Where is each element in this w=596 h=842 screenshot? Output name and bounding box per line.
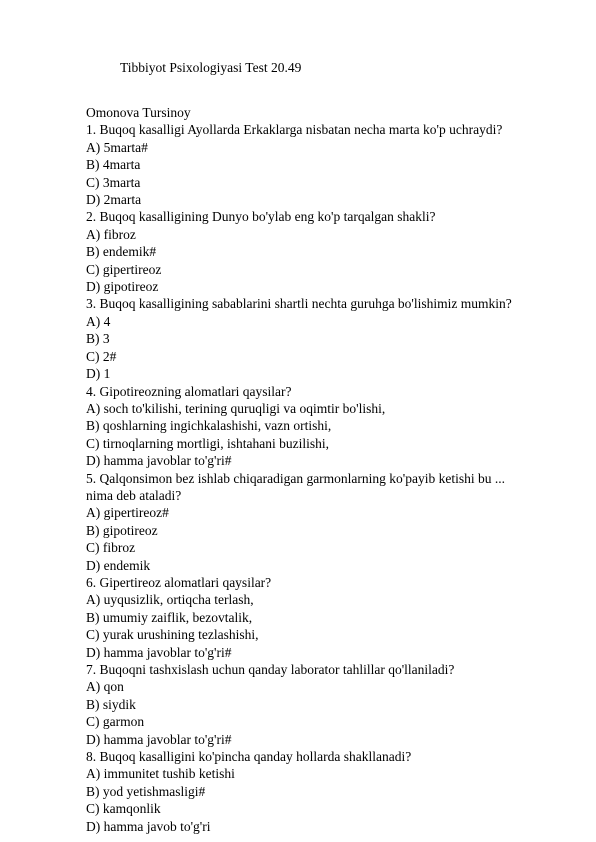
- question-5-option-c: C) fibroz: [86, 540, 136, 556]
- question-2-option-d: D) gipotireoz: [86, 279, 159, 295]
- question-4-option-d: D) hamma javoblar to'g'ri#: [86, 453, 232, 469]
- question-8-option-a: A) immunitet tushib ketishi: [86, 766, 235, 782]
- question-5-option-a: A) gipertireoz#: [86, 505, 169, 521]
- question-7-option-b: B) siydik: [86, 696, 136, 712]
- question-3-option-c: C) 2#: [86, 348, 117, 364]
- question-8-option-c: C) kamqonlik: [86, 801, 161, 817]
- question-6-option-a: A) uyqusizlik, ortiqcha terlash,: [86, 592, 254, 608]
- question-5-line-2: nima deb ataladi?: [86, 487, 182, 503]
- question-4-option-c: C) tirnoqlarning mortligi, ishtahani buzilishi,: [86, 435, 329, 451]
- question-2-option-c: C) gipertireoz: [86, 261, 162, 277]
- question-4-option-b: B) qoshlarning ingichkalashishi, vazn ortishi,: [86, 418, 332, 434]
- question-7-option-a: A) qon: [86, 679, 124, 695]
- question-3-option-b: B) 3: [86, 331, 110, 347]
- question-1-option-b: B) 4marta: [86, 157, 141, 173]
- question-3: 3. Buqoq kasalligining sabablarini shartli nechta guruhga bo'lishimiz mumkin?: [86, 296, 512, 312]
- question-1-option-c: C) 3marta: [86, 174, 141, 190]
- author-name: Omonova Tursinoy: [86, 105, 191, 120]
- question-4: 4. Gipotireozning alomatlari qaysilar?: [86, 383, 292, 399]
- question-7: 7. Buqoqni tashxislash uchun qanday laborator tahlillar qo'llaniladi?: [86, 662, 455, 677]
- question-5-option-b: B) gipotireoz: [86, 522, 158, 538]
- question-4-option-a: A) soch to'kilishi, terining quruqligi va oqimtir bo'lishi,: [86, 400, 386, 416]
- question-2-option-b: B) endemik#: [86, 244, 157, 260]
- question-2: 2. Buqoq kasalligining Dunyo bo'ylab eng ko'p tarqalgan shakli?: [86, 209, 436, 225]
- question-5-option-d: D) endemik: [86, 557, 151, 573]
- question-6-option-d: D) hamma javoblar to'g'ri#: [86, 644, 232, 660]
- question-2-option-a: A) fibroz: [86, 226, 136, 242]
- question-7-option-d: D) hamma javoblar to'g'ri#: [86, 731, 232, 747]
- document-body: [86, 104, 576, 835]
- question-6-option-b: B) umumiy zaiflik, bezovtalik,: [86, 609, 253, 625]
- question-1: 1. Buqoq kasalligi Ayollarda Erkaklarga nisbatan necha marta ko'p uchraydi?: [86, 122, 503, 138]
- question-3-option-a: A) 4: [86, 313, 111, 329]
- document-title: Tibbiyot Psixologiyasi Test 20.49: [120, 60, 302, 75]
- question-6: 6. Gipertireoz alomatlari qaysilar?: [86, 574, 272, 590]
- question-1-option-a: A) 5marta#: [86, 139, 148, 155]
- question-8-option-d: D) hamma javob to'g'ri: [86, 818, 211, 834]
- question-8: 8. Buqoq kasalligini ko'pincha qanday hollarda shakllanadi?: [86, 749, 412, 765]
- question-1-option-d: D) 2marta: [86, 192, 142, 208]
- question-6-option-c: C) yurak urushining tezlashishi,: [86, 627, 259, 643]
- question-3-option-d: D) 1: [86, 366, 111, 382]
- question-8-option-b: B) yod yetishmasligi#: [86, 783, 206, 799]
- question-7-option-c: C) garmon: [86, 714, 145, 730]
- question-5-line-1: 5. Qalqonsimon bez ishlab chiqaradigan garmonlarning ko'payib ketishi bu ...: [86, 470, 505, 486]
